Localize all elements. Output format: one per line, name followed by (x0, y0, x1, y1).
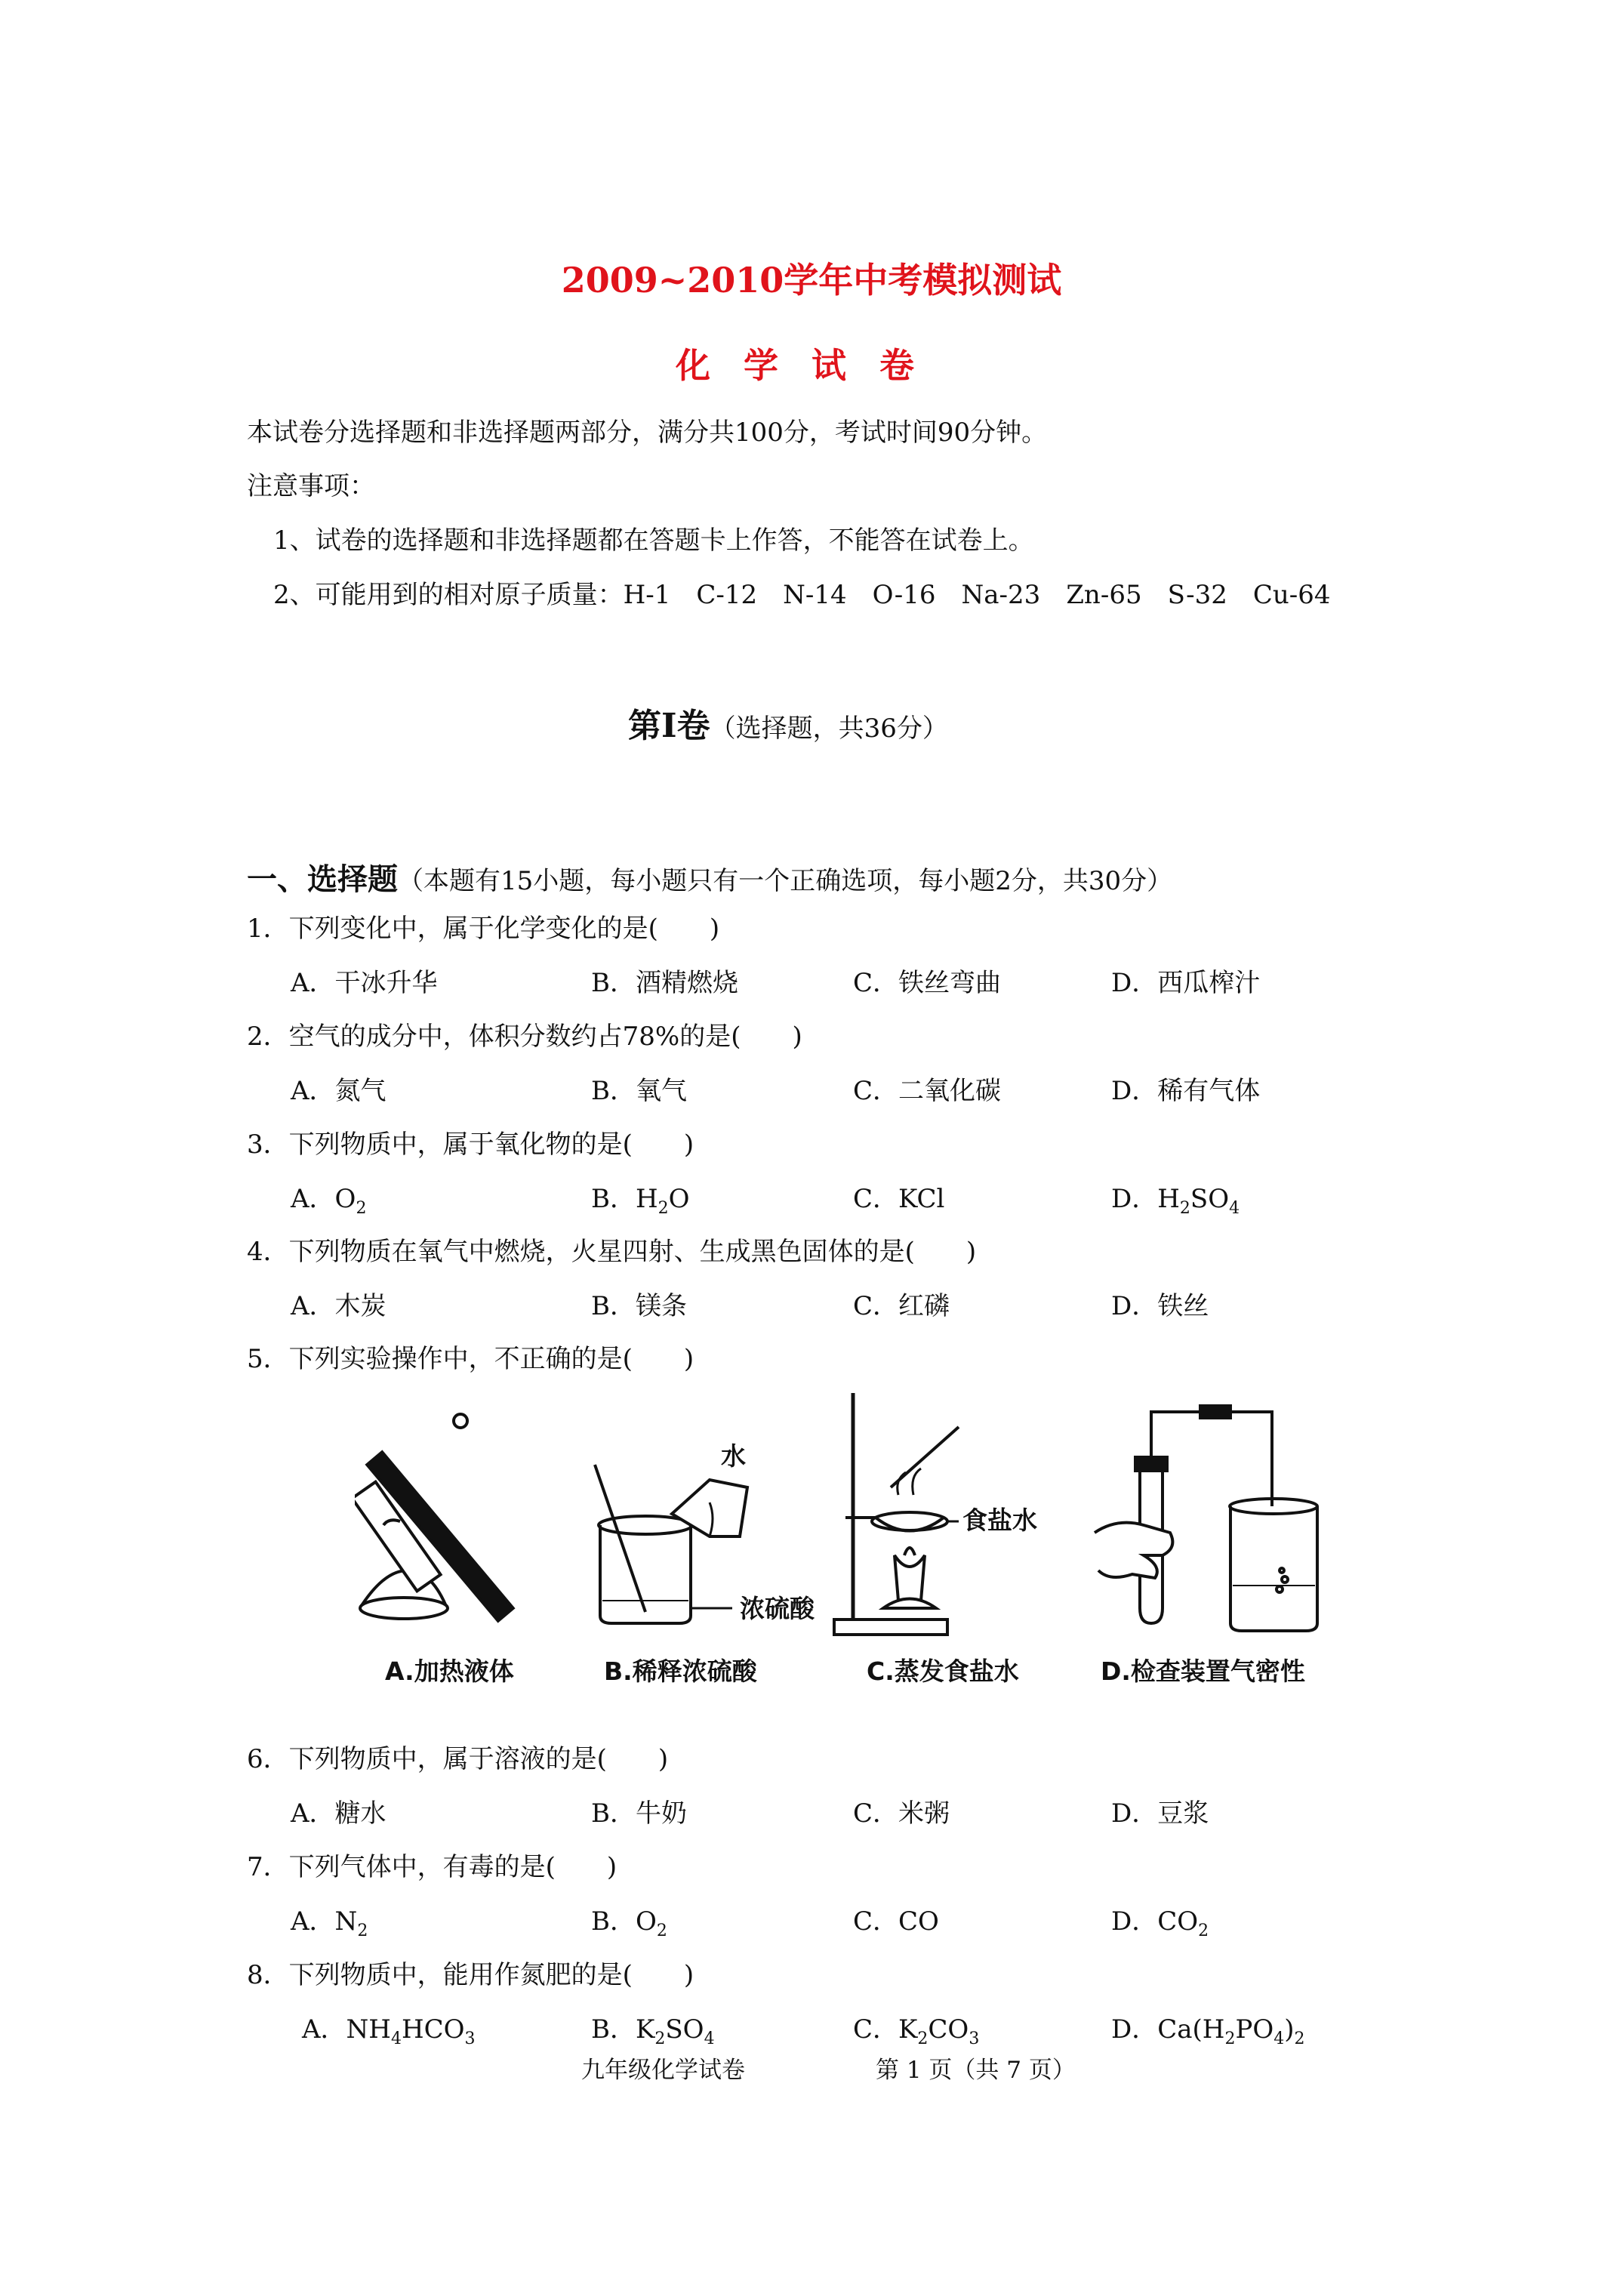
option-a: A．糖水 (291, 1798, 387, 1829)
option-c: C．米粥 (853, 1798, 950, 1829)
option-a: A．$N_2$ (291, 1906, 368, 1940)
section-title-main: 一、选择题 (247, 861, 398, 897)
figure-b-diluting-acid (595, 1465, 747, 1623)
caption-b: B.稀释浓硫酸 (604, 1657, 757, 1686)
option-a: A．氮气 (291, 1076, 387, 1106)
caption-c: C.蒸发食盐水 (867, 1657, 1019, 1686)
caption-d: D.检查装置气密性 (1101, 1657, 1305, 1686)
notes-heading: 注意事项： (247, 471, 375, 501)
option-b: B．$K_2SO_4$ (591, 2014, 715, 2048)
question-stem: 5．下列实验操作中，不正确的是( ) (247, 1344, 694, 1374)
question-stem: 7．下列气体中，有毒的是( ) (247, 1852, 617, 1882)
section-title (247, 855, 1172, 898)
option-a: A．木炭 (291, 1291, 387, 1321)
question-stem: 2．空气的成分中，体积分数约占78%的是( ) (247, 1022, 802, 1052)
option-a: A．$O_2$ (291, 1184, 367, 1218)
exam-title: 2009~2010学年中考模拟测试 (561, 260, 1062, 300)
question-stem: 1．下列变化中，属于化学变化的是( ) (247, 914, 720, 944)
option-d: D．西瓜榨汁 (1111, 968, 1261, 998)
option-b: B．$O_2$ (591, 1906, 667, 1940)
option-a: A．干冰升华 (291, 968, 438, 998)
option-c: C．$K_2CO_3$ (853, 2014, 980, 2048)
option-b: B．$H_2O$ (591, 1184, 690, 1218)
option-b: B．牛奶 (591, 1798, 687, 1829)
label-brine: 食盐水 (962, 1505, 1037, 1535)
option-c: C．铁丝弯曲 (853, 968, 1002, 998)
question-stem: 3．下列物质中，属于氧化物的是( ) (247, 1130, 694, 1160)
option-d: D．铁丝 (1111, 1291, 1209, 1321)
note-2: 2、可能用到的相对原子质量：H-1 C-12 N-14 O-16 Na-23 Zn-65 S-32 Cu-64 (273, 580, 1331, 610)
figure-d-airtightness (1095, 1406, 1317, 1631)
figure-c-evaporating-brine (834, 1393, 959, 1635)
option-a: A．$NH_4HCO_3$ (302, 2014, 476, 2048)
part-title-note: （选择题，共36分） (710, 713, 948, 744)
option-b: B．酒精燃烧 (591, 968, 738, 998)
option-d: D．$H_2SO_4$ (1111, 1184, 1240, 1218)
option-d: D．$CO_2$ (1111, 1906, 1209, 1940)
caption-a: A.加热液体 (385, 1657, 514, 1686)
lab-operations-figure (355, 1382, 1336, 1691)
part-title (628, 698, 948, 747)
question-stem: 4．下列物质在氧气中燃烧，火星四射、生成黑色固体的是( ) (247, 1237, 977, 1267)
footer-page: 第 1 页（共 7 页） (876, 2057, 1076, 2084)
label-water: 水 (721, 1441, 746, 1471)
figure-a-heating-liquid (355, 1414, 513, 1621)
option-c: C．KCl (853, 1184, 945, 1214)
footer-left: 九年级化学试卷 (581, 2057, 745, 2084)
label-acid: 浓硫酸 (740, 1594, 815, 1623)
option-b: B．氧气 (591, 1076, 687, 1106)
intro-line: 本试卷分选择题和非选择题两部分，满分共100分，考试时间90分钟。 (247, 418, 1048, 448)
option-d: D．豆浆 (1111, 1798, 1209, 1829)
option-d: D．$Ca(H_2PO_4)_2$ (1111, 2014, 1305, 2048)
option-d: D．稀有气体 (1111, 1076, 1261, 1106)
note-1: 1、试卷的选择题和非选择题都在答题卡上作答，不能答在试卷上。 (273, 525, 1034, 556)
option-c: C．红磷 (853, 1291, 950, 1321)
exam-subtitle: 化学试卷 (676, 345, 947, 386)
question-stem: 6．下列物质中，属于溶液的是( ) (247, 1744, 669, 1774)
section-title-note: （本题有15小题，每小题只有一个正确选项，每小题2分，共30分） (398, 866, 1173, 896)
part-title-main: 第Ⅰ卷 (628, 707, 710, 745)
option-c: C．二氧化碳 (853, 1076, 1002, 1106)
option-c: C．CO (853, 1906, 939, 1937)
option-b: B．镁条 (591, 1291, 687, 1321)
question-stem: 8．下列物质中，能用作氮肥的是( ) (247, 1960, 694, 1990)
